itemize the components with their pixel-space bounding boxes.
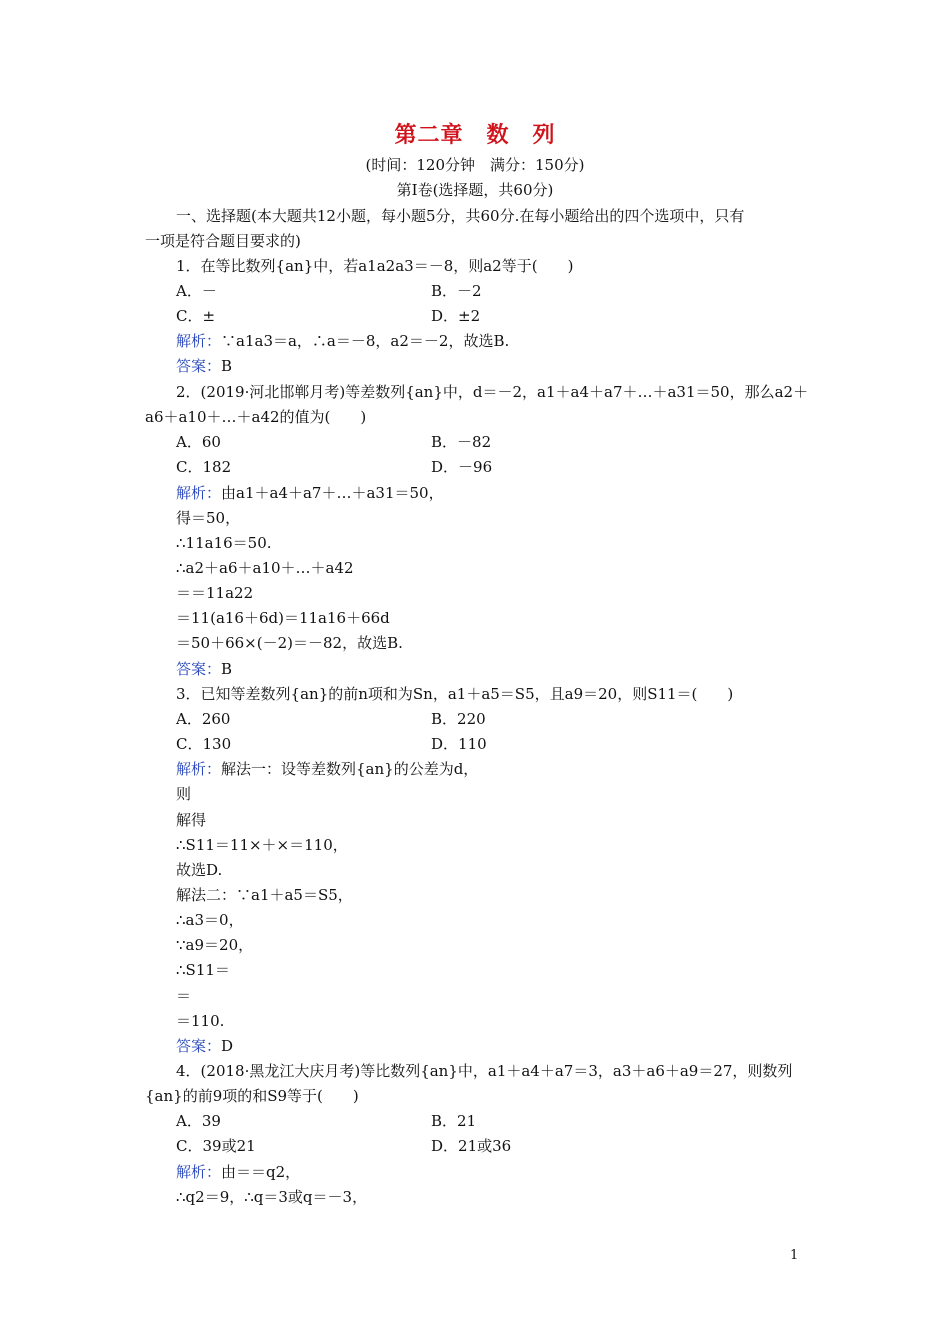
- q3-option-a: A．260: [176, 710, 231, 728]
- q2-stem-2: a6＋a10＋…＋a42的值为( ): [145, 408, 367, 426]
- analysis-label: 解析：: [176, 332, 222, 350]
- answer-label: 答案：: [176, 1037, 222, 1055]
- q3-option-b: B．220: [431, 710, 486, 728]
- section-heading: 第Ⅰ卷(选择题，共60分): [396, 181, 554, 199]
- q1-option-c: C．±: [176, 307, 216, 325]
- analysis-label: 解析：: [176, 1163, 222, 1181]
- q4-stem-1: 4．(2018·黑龙江大庆月考)等比数列{an}中，a1＋a4＋a7＝3，a3＋a6＋a9＝27，则数列: [176, 1062, 793, 1080]
- q2-option-c: C．182: [176, 458, 232, 476]
- q3-step: 解得: [176, 811, 207, 829]
- q3-option-c: C．130: [176, 735, 232, 753]
- q4-option-b: B．21: [431, 1112, 477, 1130]
- q2-option-b: B．－82: [431, 433, 492, 451]
- intro-line-1: 一、选择题(本大题共12小题，每小题5分，共60分.在每小题给出的四个选项中，只有: [176, 207, 745, 225]
- analysis-label: 解析：: [176, 484, 222, 502]
- q4-analysis: 解析：由＝＝q2，: [176, 1163, 301, 1181]
- page-number: 1: [790, 1248, 799, 1263]
- q1-analysis: 解析：∵a1a3＝a，∴a＝－8，a2＝－2，故选B.: [176, 332, 510, 350]
- q2-step: 得＝50，: [176, 509, 241, 527]
- q4-step: ∴q2＝9，∴q＝3或q＝－3，: [176, 1188, 368, 1206]
- q3-step: ∵a9＝20，: [176, 936, 254, 954]
- q1-option-d: D．±2: [431, 307, 481, 325]
- q2-step: ＝＝11a22: [176, 584, 254, 602]
- q3-analysis: 解析：解法一：设等差数列{an}的公差为d，: [176, 760, 479, 778]
- q3-option-d: D．110: [431, 735, 487, 753]
- exam-meta: (时间：120分钟 满分：150分): [365, 156, 585, 174]
- q2-answer: 答案：B: [176, 660, 233, 678]
- q2-step: ＝50＋66×(－2)＝－82，故选B.: [176, 634, 403, 652]
- q2-step: ＝11(a16＋6d)＝11a16＋66d: [176, 609, 390, 627]
- q4-option-d: D．21或36: [431, 1137, 512, 1155]
- q2-stem-1: 2．(2019·河北邯郸月考)等差数列{an}中，d＝－2，a1＋a4＋a7＋…＋a31＝50，那么a2＋: [176, 383, 809, 401]
- q3-answer: 答案：D: [176, 1037, 234, 1055]
- q3-step: ∴S11＝11×＋×＝110，: [176, 836, 348, 854]
- q3-step: ∴a3＝0，: [176, 911, 244, 929]
- q3-step: ＝: [176, 987, 192, 1005]
- q1-option-a: A．－: [176, 282, 217, 300]
- q1-answer: 答案：B: [176, 357, 233, 375]
- q2-step: ∴a2＋a6＋a10＋…＋a42: [176, 559, 354, 577]
- q4-option-a: A．39: [176, 1112, 221, 1130]
- analysis-label: 解析：: [176, 760, 222, 778]
- q3-step: 则: [176, 785, 192, 803]
- q2-option-a: A．60: [176, 433, 221, 451]
- chapter-title: 第二章 数 列: [394, 123, 556, 148]
- answer-label: 答案：: [176, 660, 222, 678]
- q3-step: ＝110.: [176, 1012, 225, 1030]
- q3-stem: 3．已知等差数列{an}的前n项和为Sn，a1＋a5＝S5，且a9＝20，则S11＝( ): [176, 685, 734, 703]
- q3-step: ∴S11＝: [176, 961, 230, 979]
- q2-step: ∴11a16＝50.: [176, 534, 272, 552]
- q1-option-b: B．－2: [431, 282, 482, 300]
- q3-step: 故选D.: [176, 861, 223, 879]
- q4-option-c: C．39或21: [176, 1137, 256, 1155]
- answer-label: 答案：: [176, 357, 222, 375]
- q2-option-d: D．－96: [431, 458, 493, 476]
- q1-stem: 1．在等比数列{an}中，若a1a2a3＝－8，则a2等于( ): [176, 257, 574, 275]
- q3-step: 解法二：∵a1＋a5＝S5，: [176, 886, 353, 904]
- intro-line-2: 一项是符合题目要求的): [145, 232, 301, 250]
- q4-stem-2: {an}的前9项的和S9等于( ): [145, 1087, 359, 1105]
- q2-analysis: 解析：由a1＋a4＋a7＋…＋a31＝50，: [176, 484, 444, 502]
